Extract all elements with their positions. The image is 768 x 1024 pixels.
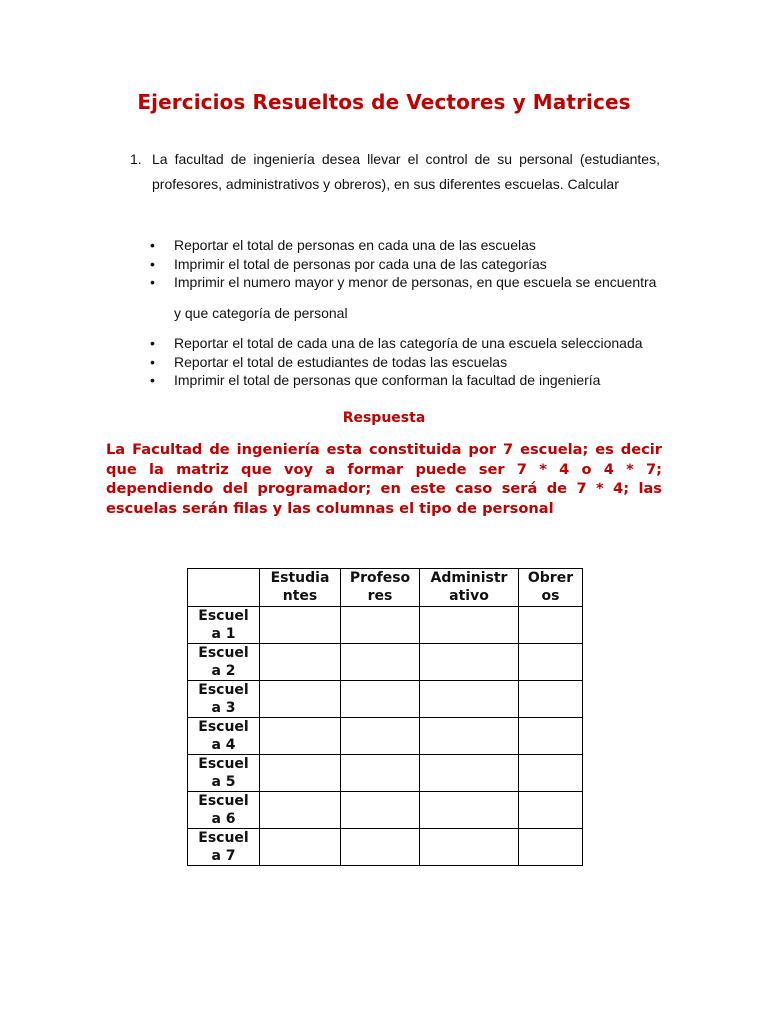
table-cell [519, 829, 583, 866]
table-cell [420, 681, 519, 718]
bullet-icon: • [150, 353, 155, 370]
table-row [188, 755, 583, 792]
row-label: Escuel a 4 [188, 718, 260, 755]
table-cell [420, 607, 519, 644]
table-cell [260, 644, 341, 681]
task-text-continuation: y que categoría de personal [174, 304, 348, 321]
exercise-statement [130, 147, 660, 197]
table-row [188, 792, 583, 829]
task-text: Reportar el total de cada una de las categoría de una escuela seleccionada [174, 335, 643, 351]
task-item [150, 236, 690, 255]
task-text: Reportar el total de personas en cada una de las escuelas [174, 237, 536, 253]
table-cell [341, 718, 420, 755]
table-row [188, 718, 583, 755]
table-cell [260, 755, 341, 792]
table-cell [519, 792, 583, 829]
bullet-icon: • [150, 372, 155, 388]
table-cell [420, 644, 519, 681]
row-label: Escuel a 2 [188, 644, 260, 681]
row-label: Escuel a 7 [188, 829, 260, 866]
personnel-matrix [187, 568, 583, 866]
bullet-icon: • [150, 274, 155, 290]
table-header-row [188, 569, 583, 607]
task-item [150, 353, 690, 372]
task-list [150, 236, 690, 390]
header-cell-profesores: Profeso res [341, 569, 420, 607]
document-title: Ejercicios Resueltos de Vectores y Matrices [137, 90, 631, 114]
answer-text: La Facultad de ingeniería esta constituida por 7 escuela; es decir que la matriz que voy a formar puede ser 7 * 4 o 4 * 7; dependiendo del programador; en este caso será de 7 * 4; las escuelas serán filas y las columnas el tipo de personal [106, 441, 662, 517]
table-row [188, 681, 583, 718]
table-cell [260, 607, 341, 644]
table-cell [341, 792, 420, 829]
table-cell [519, 718, 583, 755]
exercise-number: 1. [130, 151, 142, 167]
header-cell-administrativo: Administr ativo [420, 569, 519, 607]
table-cell [260, 718, 341, 755]
table-cell [341, 607, 420, 644]
task-text: Imprimir el total de personas por cada una de las categorías [174, 255, 547, 272]
answer-heading: Respuesta [342, 410, 426, 426]
table-cell [260, 829, 341, 866]
table-cell [341, 829, 420, 866]
task-item [150, 273, 690, 334]
header-cell-empty [188, 569, 260, 607]
task-item [150, 371, 690, 390]
table-cell [519, 755, 583, 792]
table-row [188, 829, 583, 866]
table-cell [341, 681, 420, 718]
row-label: Escuel a 3 [188, 681, 260, 718]
header-cell-estudiantes: Estudia ntes [260, 569, 341, 607]
task-text: Imprimir el numero mayor y menor de personas, en que escuela se encuentra [174, 274, 657, 290]
table-cell [260, 792, 341, 829]
table-cell [420, 792, 519, 829]
row-label: Escuel a 5 [188, 755, 260, 792]
row-label: Escuel a 1 [188, 607, 260, 644]
task-item [150, 255, 690, 274]
table-cell [519, 644, 583, 681]
table-row [188, 607, 583, 644]
table-cell [341, 755, 420, 792]
task-text: Reportar el total de estudiantes de todas las escuelas [174, 353, 508, 370]
table-cell [420, 829, 519, 866]
table-cell [420, 718, 519, 755]
bullet-icon: • [150, 335, 155, 351]
bullet-icon: • [150, 255, 155, 272]
table-cell [519, 607, 583, 644]
table-cell [260, 681, 341, 718]
task-text: Imprimir el total de personas que conforman la facultad de ingeniería [174, 372, 601, 388]
bullet-icon: • [150, 237, 155, 253]
header-cell-obreros: Obrer os [519, 569, 583, 607]
exercise-text: La facultad de ingeniería desea llevar el control de su personal (estudiantes, profesores, administrativos y obreros), en sus diferentes escuelas. Calcular [152, 151, 660, 192]
row-label: Escuel a 6 [188, 792, 260, 829]
task-item [150, 334, 690, 353]
table-cell [519, 681, 583, 718]
table-row [188, 644, 583, 681]
table-cell [420, 755, 519, 792]
table-cell [341, 644, 420, 681]
